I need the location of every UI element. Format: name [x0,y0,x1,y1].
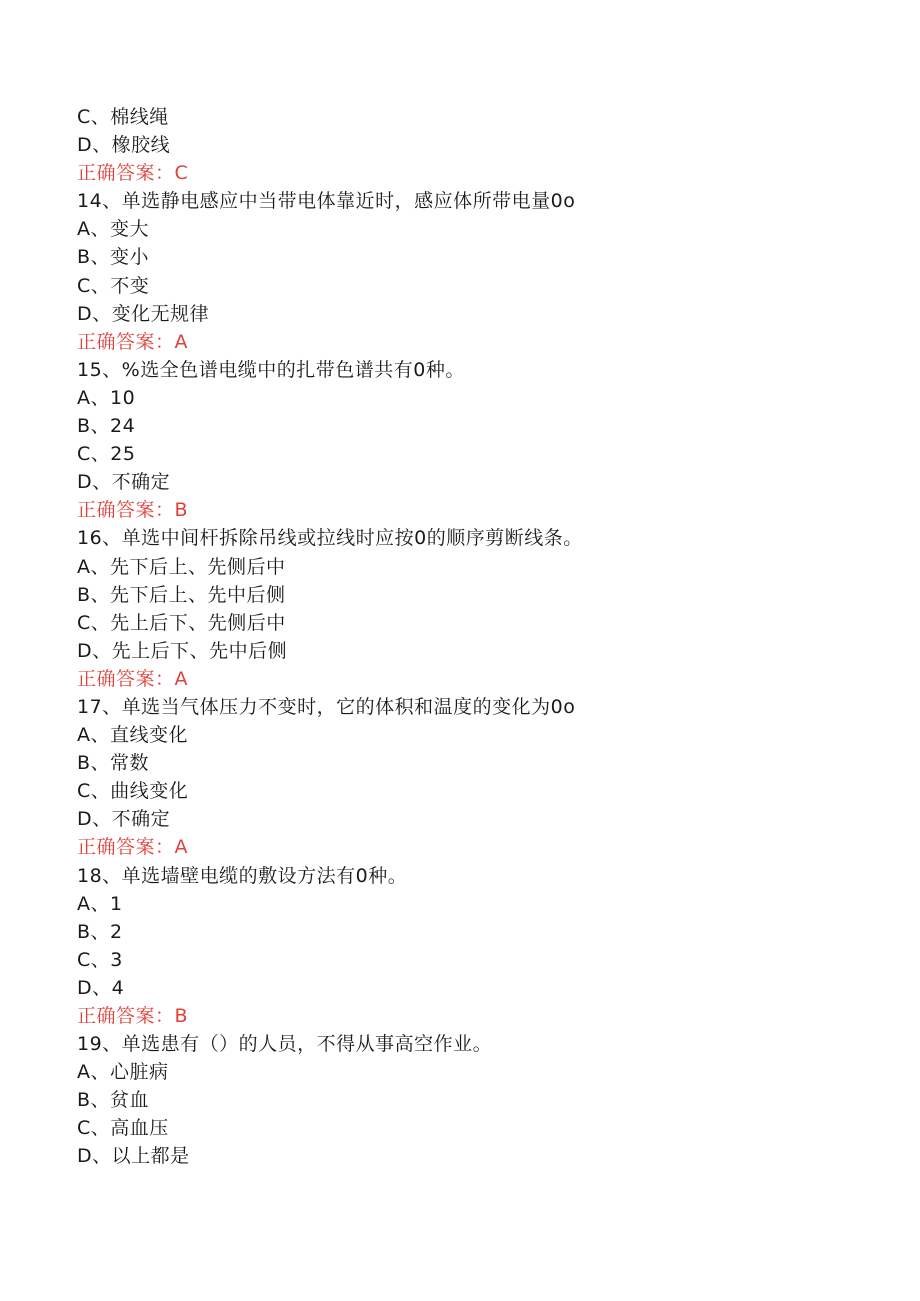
option-line: D、不确定 [77,471,171,494]
question-line: 14、单选静电感应中当带电体靠近时，感应体所带电量0o [77,190,576,213]
option-line: A、直线变化 [77,724,188,747]
option-line: C、高血压 [77,1117,169,1140]
option-line: A、变大 [77,218,149,241]
option-line: A、心脏病 [77,1061,169,1084]
question-line: 18、单选墙壁电缆的敷设方法有0种。 [77,864,408,887]
option-line: B、变小 [77,246,150,269]
option-line: B、先下后上、先中后侧 [77,583,286,606]
option-line: D、橡胶线 [77,134,171,157]
option-line: C、棉线绳 [77,106,169,128]
answer-line: 正确答案：B [77,499,189,522]
option-line: D、4 [77,976,125,999]
option-line: B、常数 [77,752,150,775]
option-line: B、2 [77,920,123,943]
question-line: 16、单选中间杆拆除吊线或拉线时应按0的顺序剪断线条。 [77,527,583,550]
option-line: C、曲线变化 [77,780,189,803]
option-line: D、不确定 [77,808,171,831]
option-line: C、3 [77,948,123,971]
option-line: C、不变 [77,274,150,297]
question-line: 19、单选患有（）的人员，不得从事高空作业。 [77,1033,493,1056]
option-line: B、贫血 [77,1089,150,1112]
answer-line: 正确答案：C [77,162,189,185]
option-line: D、先上后下、先中后侧 [77,639,288,662]
option-line: A、1 [77,892,123,915]
option-line: D、变化无规律 [77,302,210,325]
option-line: B、24 [77,415,136,438]
answer-line: 正确答案：A [77,836,188,859]
answer-line: 正确答案：B [77,1005,189,1027]
option-line: A、10 [77,386,136,409]
document-body [77,103,877,1171]
answer-line: 正确答案：A [77,330,188,353]
option-line: C、先上后下、先侧后中 [77,611,286,634]
option-line: D、以上都是 [77,1145,190,1168]
question-line: 17、单选当气体压力不变时，它的体积和温度的变化为0o [77,695,576,718]
question-line: 15、%选全色谱电缆中的扎带色谱共有0种。 [77,358,465,381]
answer-line: 正确答案：A [77,667,188,690]
option-line: C、25 [77,443,136,466]
option-line: A、先下后上、先侧后中 [77,555,286,578]
